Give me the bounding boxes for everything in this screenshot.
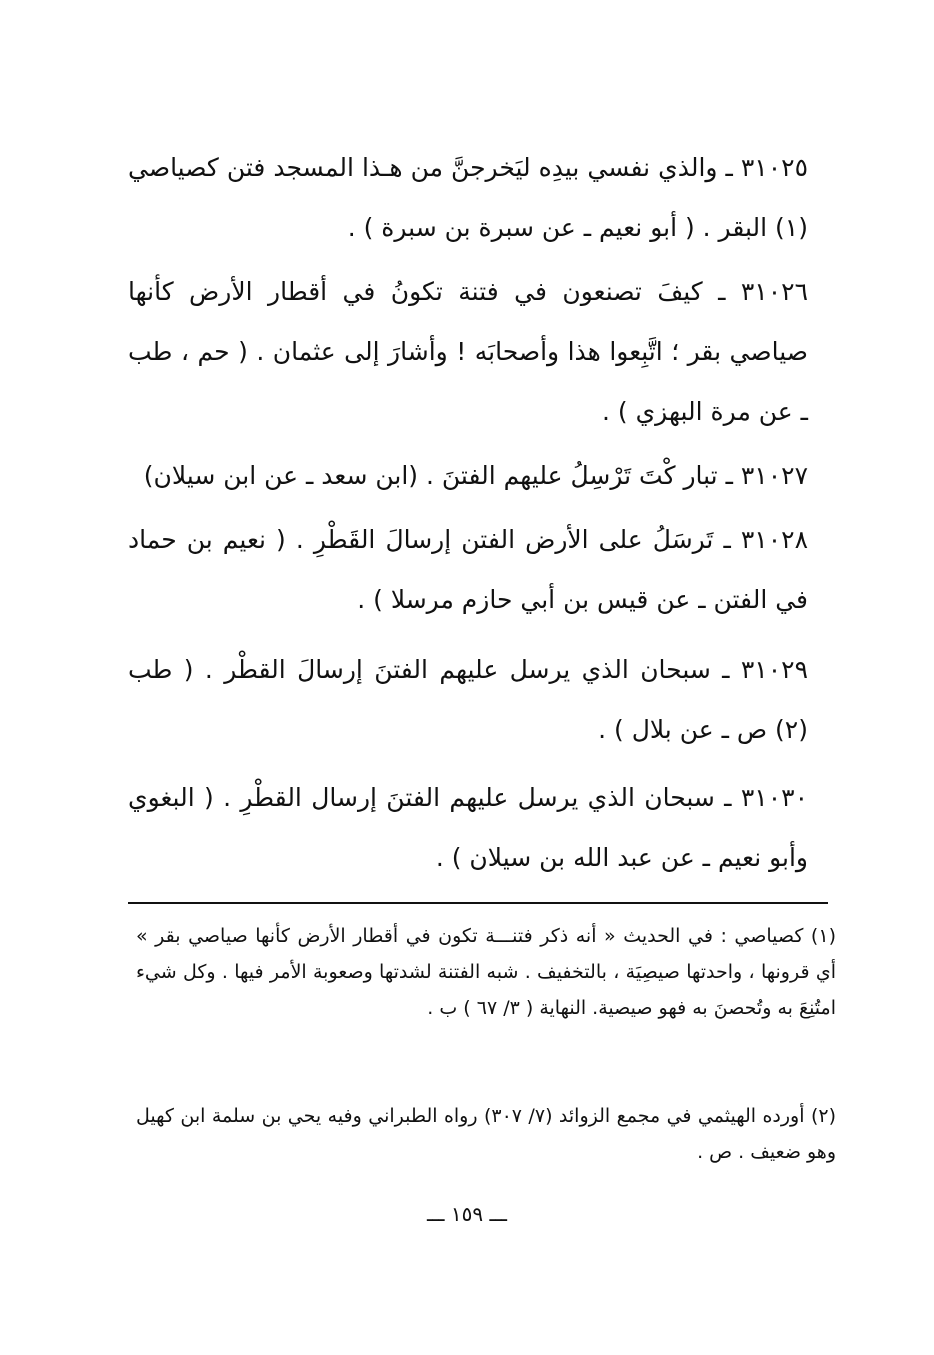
- footnote-2: (٢) أورده الهيثمي في مجمع الزوائد (٧/ ٣٠٧) رواه الطبراني وفيه يحي بن سلمة ابن كهيل وهو ضعيف . ص .: [136, 1105, 836, 1163]
- hadith-entry-31025: ٣١٠٢٥ ـ والذي نفسي بيدِه ليَخرجنَّ من هـذا المسجد فتن كصياصي (١) البقر . ( أبو نعيم ـ عن سبرة بن سبرة ) .: [128, 153, 808, 242]
- footnote-1: (١) كصياصي : في الحديث « أنه ذكر فتنـــة تكون في أقطار الأرض كأنها صياصي بقر » أي قرونها ، واحدتها صيصِيَة ، بالتخفيف . شبه الفتنة لشدتها وصعوبة الأمر فيها . وكل شيء امتُنِعَ به وتُحصنَ به فهو صيصية. النهاية ( ٣/ ٦٧ ) ب .: [136, 925, 836, 1019]
- hadith-entry-31026: ٣١٠٢٦ ـ كيفَ تصنعون في فتنة تكونُ في أقطار الأرض كأنها صياصي بقر ؛ اتَّبِعوا هذا وأصحابَه ! وأشارَ إلى عثمان . ( حم ، طب ـ عن مرة البهزي ) .: [128, 277, 808, 426]
- page-number: ـــ ١٥٩ ـــ: [426, 1202, 508, 1226]
- hadith-entry-31029: ٣١٠٢٩ ـ سبحان الذي يرسل عليهم الفتنَ إرسالَ القطْر . ( طب (٢) ص ـ عن بلال ) .: [128, 655, 808, 744]
- hadith-entry-31030: ٣١٠٣٠ ـ سبحان الذي يرسل عليهم الفتنَ إرسال القطْرِ . ( البغوي وأبو نعيم ـ عن عبد الله بن سيلان ) .: [128, 783, 808, 872]
- hadith-entry-31027: ٣١٠٢٧ ـ تبار كْتَ تَرْسِلُ عليهم الفتنَ . (ابن سعد ـ عن ابن سيلان): [143, 461, 808, 490]
- hadith-entry-31028: ٣١٠٢٨ ـ تَرسَلُ على الأرض الفتن إرسالَ القَطْرِ . ( نعيم بن حماد في الفتن ـ عن قيس بن أبي حازم مرسلا ) .: [128, 525, 808, 614]
- footnote-divider: [128, 902, 828, 904]
